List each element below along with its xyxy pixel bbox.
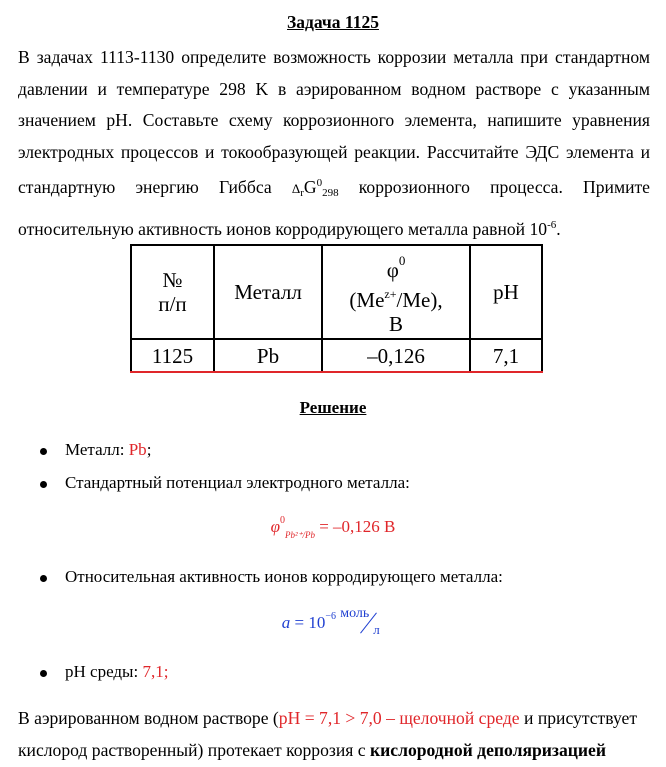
header-potential: $\varphi^0$ $(Me^{z+}/Me)$, В — [322, 245, 470, 339]
cell-potential: –0,126 — [322, 339, 470, 372]
conclusion-line-2: кислород растворенный) протекает коррозия с кислородной деполяризацией — [18, 740, 606, 760]
header-metal: Металл — [214, 245, 322, 339]
ph-value: 7,1; — [142, 662, 169, 681]
bullet-dot — [40, 575, 47, 582]
table-row — [131, 339, 542, 372]
document-page: Задача 1125 В задачах 1113-1130 определите возможность коррозии металла при стандартном давлении и температуре 298 K в аэрированном водном растворе с указанным значением pH. Составьте схему коррозионного элемента, напишите уравнения электродных процессов и токообразующей реакции. Рассчитайте ЭДС элемента и стандартную энергию Гиббса $\Delta_rG^0_{298}$ коррозионного процесса. Примите относительную активность ионов корродирующего металла равной $10^{-6}$. № п/п Металл $\varphi^0$ $(Me^{z+}/Me)$, В pH 1125 Pb –0,126 7,1 Решение Металл: Pb; Стандартный потенциал электродного металла: $\varphi^0_{Pb^{2+}/Pb} = -0,126$ В Относительная активность ионов корродирующего металла: $a = 10^{-6}$ моль л pH среды: 7,1; В аэрированном водном растворе (pH = 7,1 > 7,0 – щелочной среде и присутствует кислород растворенный) протекает коррозия с кислородной деполяризацией — [0, 0, 666, 746]
cell-number: 1125 — [131, 339, 214, 372]
solution-heading: Решение — [299, 398, 367, 417]
cell-ph: 7,1 — [470, 339, 542, 372]
task-statement: В задачах 1113-1130 определите возможность коррозии металла при стандартном давлении и температуре 298 K в аэрированном водном растворе с указанным значением pH. Составьте схему коррозионного элемента, напишите уравнения электродных процессов и токообразующей реакции. Рассчитайте ЭДС элемента и стандартную энергию Гиббса $\Delta_rG^0_{298}$ коррозионного процесса. Примите относительную активность ионов корродирующего металла равной $10^{-6}$. — [18, 47, 650, 239]
bullet-dot — [40, 670, 47, 677]
table-header-row — [131, 245, 542, 339]
task-table — [130, 244, 543, 373]
statement-text-1: В задачах 1113-1130 определите возможность коррозии металла при стандартном давлении и температуре 298 K в аэрированном водном растворе с указанным значением pH. Составьте схему коррозионного элемента, напишите уравнения электродных процессов и токообразующей реакции. Рассчитайте ЭДС элемента и стандартную энергию Гиббса — [18, 47, 650, 197]
conclusion-line-1: В аэрированном водном растворе (pH = 7,1 > 7,0 – щелочной среде и присутствует — [18, 708, 638, 728]
task-title: Задача 1125 — [287, 12, 379, 32]
statement-text-2: коррозионного процесса. Примите относительную активность ионов корродирующего металла равной 10 — [18, 177, 650, 239]
unit-fraction: моль л — [340, 606, 380, 637]
header-number: № п/п — [131, 245, 214, 339]
cell-metal: Pb — [214, 339, 322, 372]
metal-value: Pb — [128, 440, 147, 459]
formula-activity: $a = 10^{-6}$ моль л — [0, 606, 666, 642]
activity-exponent: -6 — [547, 218, 557, 231]
gibbs-symbol: $\Delta_rG^0_{298}$ — [291, 177, 339, 199]
bullet-dot — [40, 481, 47, 488]
formula-standard-potential: $\varphi^0_{Pb^{2+}/Pb} = -0,126$ В — [270, 515, 396, 540]
header-ph: pH — [470, 245, 542, 339]
bullet-dot — [40, 448, 47, 455]
